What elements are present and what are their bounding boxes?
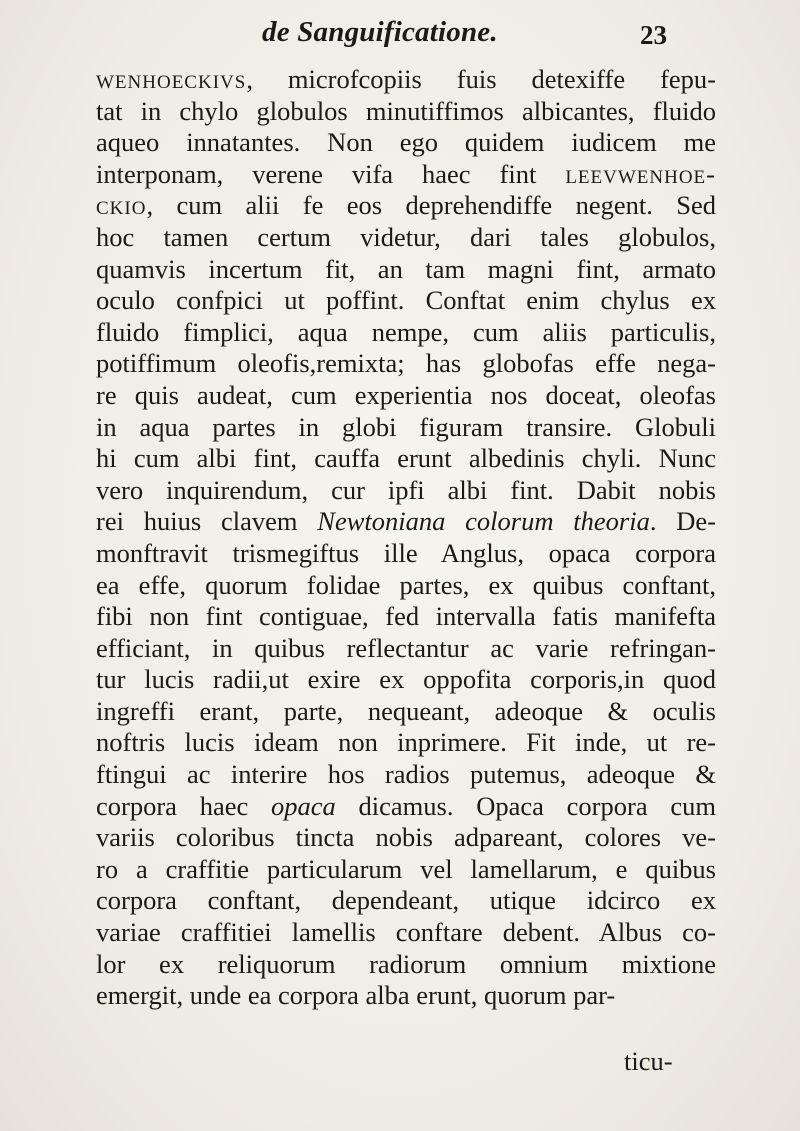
text-line (96, 696, 716, 728)
text-line (96, 254, 716, 286)
text-run: , cum alii fe eos deprehendiffe negent. Sed (146, 190, 716, 221)
text-line (96, 664, 716, 696)
body-text (96, 64, 716, 1012)
text-run: rei huius clavem (96, 506, 318, 537)
text-run: ro a craffitie particularum vel lamellarum, e quibus (96, 853, 716, 884)
text-line (96, 380, 716, 412)
text-run: tur lucis radii,ut exire ex oppofita corporis,in quod (96, 664, 716, 695)
text-run: lor ex reliquorum radiorum omnium mixtione (96, 948, 716, 979)
text-line (96, 822, 716, 854)
text-run: variis coloribus tincta nobis adpareant, colores ve- (96, 822, 716, 853)
text-run: oculo confpici ut poffint. Conftat enim chylus ex (96, 285, 716, 316)
text-line (96, 285, 716, 317)
text-line (96, 159, 716, 191)
text-run: , microfcopiis fuis detexiffe fepu- (246, 64, 716, 94)
text-line (96, 412, 716, 444)
author-name: ckio (96, 190, 147, 221)
text-line (96, 506, 716, 538)
text-line (96, 443, 716, 475)
text-run: fluido fimplici, aqua nempe, cum aliis particulis, (96, 316, 716, 347)
text-run: efficiant, in quibus reflectantur ac varie refringan- (96, 632, 716, 663)
text-run: hi cum albi fint, cauffa erunt albedinis chyli. Nunc (96, 443, 716, 474)
text-line (96, 96, 716, 128)
text-run: quamvis incertum fit, an tam magni fint, armato (96, 253, 716, 284)
text-run: dicamus. Opaca corpora cum (335, 790, 716, 821)
text-line (96, 64, 716, 96)
text-line (96, 538, 716, 570)
text-run: corpora haec (96, 790, 271, 821)
italic-term: Newtoniana colorum theoria (317, 506, 650, 537)
text-line (96, 854, 716, 886)
text-line (96, 190, 716, 222)
text-run: tat in chylo globulos minutiffimos albicantes, fluido (96, 95, 716, 126)
text-run: ea effe, quorum folidae partes, ex quibus conftant, (96, 569, 716, 600)
text-line (96, 570, 716, 602)
italic-term: opaca (271, 790, 336, 821)
text-line (96, 917, 716, 949)
text-run: re quis audeat, cum experientia nos doceat, oleofas (96, 379, 716, 410)
text-run: vero inquirendum, cur ipfi albi fint. Dabit nobis (96, 474, 716, 505)
text-run: in aqua partes in globi figuram transire. Globuli (96, 411, 716, 442)
text-line (96, 885, 716, 917)
text-line (96, 601, 716, 633)
text-run: potiffimum oleofis,remixta; has globofas effe nega- (96, 348, 716, 379)
text-line (96, 727, 716, 759)
text-run: ingreffi erant, parte, nequeant, adeoque & oculis (96, 695, 716, 726)
text-line (96, 127, 716, 159)
text-line (96, 949, 716, 981)
author-name: wenhoeckivs (96, 64, 247, 94)
text-line (96, 348, 716, 380)
running-title: de Sanguificatione. (262, 16, 498, 48)
text-run: . De- (649, 506, 716, 537)
page-number: 23 (640, 20, 667, 50)
text-line (96, 317, 716, 349)
text-run: corpora conftant, dependeant, utique idcirco ex (96, 885, 716, 916)
text-run: fibi non fint contiguae, fed intervalla fatis manifefta (96, 601, 716, 632)
text-line (96, 791, 716, 823)
text-run: variae craffitiei lamellis conftare debent. Albus co- (96, 917, 716, 948)
text-line (96, 633, 716, 665)
text-run: monftravit trismegiftus ille Anglus, opaca corpora (96, 537, 716, 568)
text-run: aqueo innatantes. Non ego quidem iudicem me (96, 127, 716, 158)
author-name: leevwenhoe- (565, 158, 716, 189)
text-run: interponam, verene vifa haec fint (96, 158, 566, 189)
text-run: ftingui ac interire hos radios putemus, adeoque & (96, 759, 716, 790)
text-run: noftris lucis ideam non inprimere. Fit inde, ut re- (96, 727, 716, 758)
text-line (96, 980, 716, 1012)
text-line (96, 222, 716, 254)
page-header (0, 14, 800, 64)
text-line (96, 759, 716, 791)
text-run: hoc tamen certum videtur, dari tales globulos, (96, 221, 716, 252)
catchword: ticu- (624, 1046, 673, 1076)
text-line (96, 475, 716, 507)
text-run: emergit, unde ea corpora alba erunt, quorum par- (96, 980, 616, 1011)
